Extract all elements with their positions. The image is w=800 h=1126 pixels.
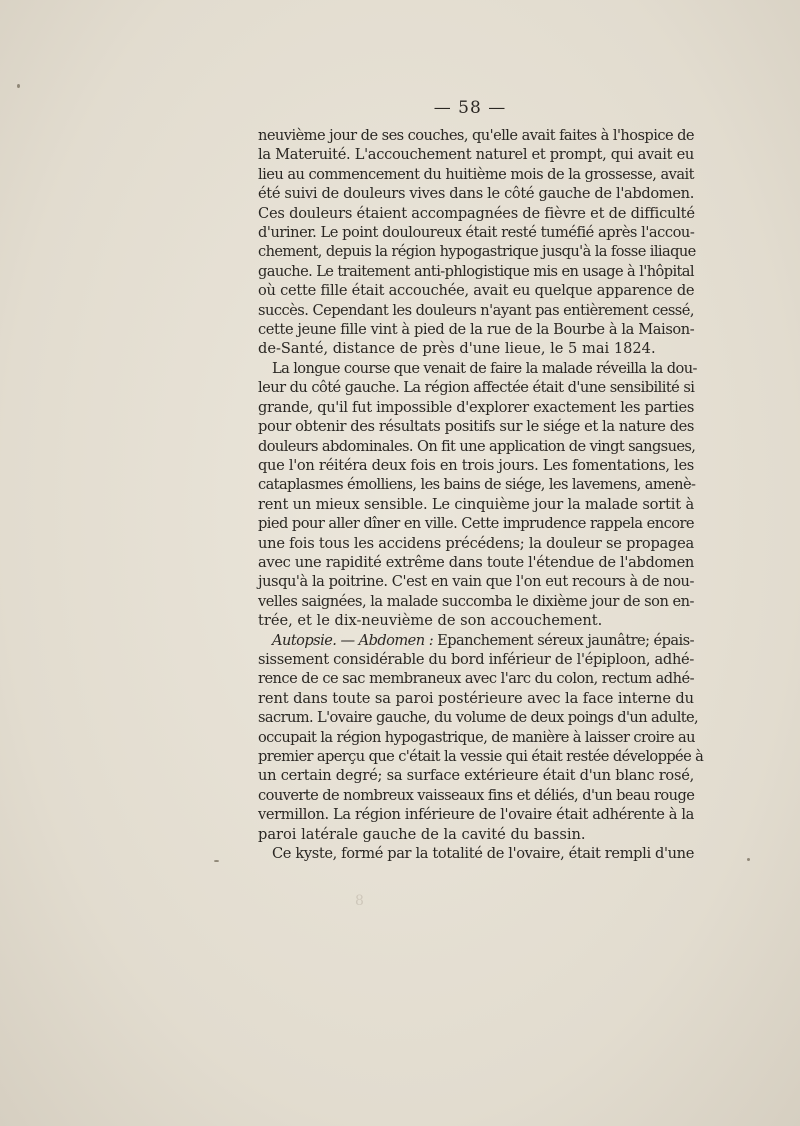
paper-speck [214,860,219,862]
bleed-through-mark: 8 [355,893,364,909]
text-line: pour obtenir des résultats positifs sur le siége et la nature des [258,418,694,436]
text-line: un certain degré; sa surface extérieure était d'un blanc rosé, [258,767,694,785]
text-line: neuvième jour de ses couches, qu'elle avait faites à l'hospice de [258,127,694,144]
text-line: chement, depuis la région hypogastrique jusqu'à la fosse iliaque [258,243,696,261]
text-line: sacrum. L'ovaire gauche, du volume de deux poings d'un adulte, [258,709,699,727]
text-line: rent un mieux sensible. Le cinquième jour la malade sortit à [258,495,694,513]
text-line: trée, et le dix-neuvième de son accouchement. [258,612,603,630]
text-line: cataplasmes émolliens, les bains de siége, les lavemens, amenè- [258,476,696,494]
text-line: Ce kyste, formé par la totalité de l'ovaire, était rempli d'une [272,845,694,863]
text-line: grande, qu'il fut impossible d'explorer exactement les parties [258,398,694,416]
text-line [258,631,694,650]
text-line: où cette fille était accouchée, avait eu quelque apparence de [258,282,695,300]
text-line: cette jeune fille vint à pied de la rue de la Bourbe à la Maison- [258,321,695,339]
paper-speck [747,858,750,861]
text-line: d'uriner. Le point douloureux était resté tuméfié après l'accou- [258,224,695,242]
text-line: avec une rapidité extrême dans toute l'étendue de l'abdomen [258,553,694,571]
text-line: sissement considérable du bord inférieur de l'épiploon, adhé- [258,650,694,668]
text-line: jusqu'à la poitrine. C'est en vain que l'on eut recours à de nou- [258,573,694,591]
text-line: succès. Cependant les douleurs n'ayant pas entièrement cessé, [258,301,694,319]
page-number: — 58 — [433,98,507,118]
text-line: rent dans toute sa paroi postérieure avec la face interne du [258,689,694,707]
text-line: été suivi de douleurs vives dans le côté gauche de l'abdomen. [258,185,694,203]
paragraph [258,631,704,844]
text-line: lieu au commencement du huitième mois de la grossesse, avait [258,165,694,183]
paper-speck [17,84,20,88]
heading-continuation: Epanchement séreux jaunâtre; épais- [433,631,694,649]
paragraph [258,126,694,359]
text-line: premier aperçu que c'était la vessie qui était restée développée à [258,748,704,765]
text-line: paroi latérale gauche de la cavité du bassin. [258,825,586,843]
text-line: velles saignées, la malade succomba le dixième jour de son en- [258,592,694,610]
text-line: gauche. Le traitement anti-phlogistique mis en usage à l'hôpital [258,262,694,280]
text-line: La longue course que venait de faire la malade réveilla la dou- [272,359,697,377]
text-line: Ces douleurs étaient accompagnées de fièvre et de difficulté [258,204,695,222]
paragraph [258,359,697,631]
text-line: la Materuité. L'accouchement naturel et prompt, qui avait eu [258,146,694,164]
text-line: de-Santé, distance de près d'une lieue, le 5 mai 1824. [258,340,656,358]
text-line: rence de ce sac membraneux avec l'arc du colon, rectum adhé- [258,670,694,688]
text-line: que l'on réitéra deux fois en trois jours. Les fomentations, les [258,456,694,474]
text-line: douleurs abdominales. On fit une application de vingt sangsues, [258,437,696,455]
text-line: leur du côté gauche. La région affectée était d'une sensibilité si [258,379,695,397]
text-line: occupait la région hypogastrique, de manière à laisser croire au [258,728,695,746]
text-line: pied pour aller dîner en ville. Cette imprudence rappela encore [258,515,694,533]
text-line: vermillon. La région inférieure de l'ovaire était adhérente à la [258,806,694,824]
paragraph [258,844,694,863]
body-text [258,126,704,863]
text-line: une fois tous les accidens précédens; la douleur se propagea [258,534,694,552]
section-heading: Autopsie. — Abdomen : [272,631,434,649]
text-line: couverte de nombreux vaisseaux fins et déliés, d'un beau rouge [258,786,695,804]
